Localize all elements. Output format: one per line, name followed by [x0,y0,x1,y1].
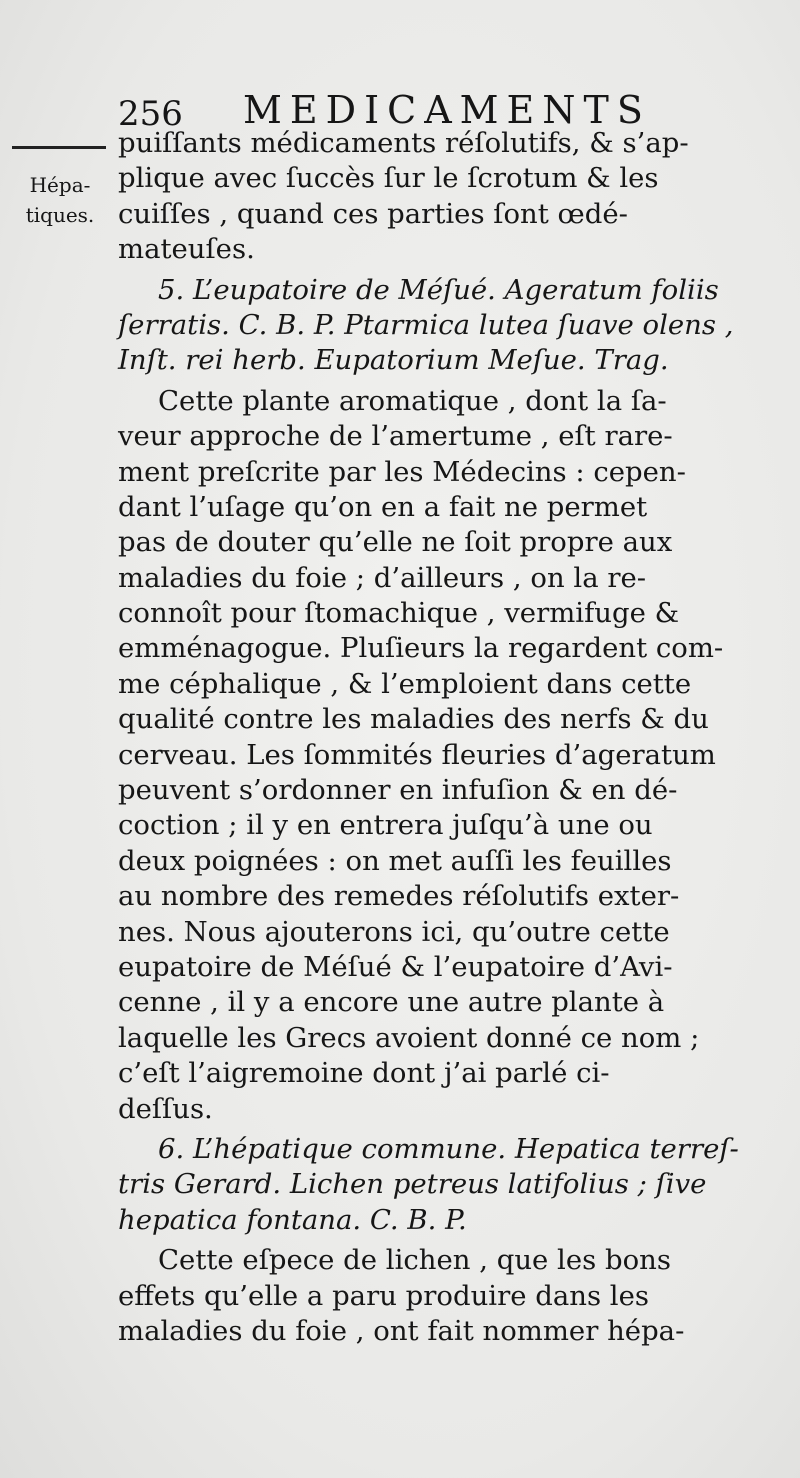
text-line: connoît pour ſtomachique , vermifuge & [118,597,680,630]
text-line: qualité contre les maladies des nerfs & du [118,703,709,736]
text-line: c’eſt l’aigremoine dont j’ai parlé ci- [118,1057,610,1090]
text-line: maladies du foie , ont fait nommer hépa- [118,1314,685,1347]
text-line: veur approche de l’amertume , eſt rare- [118,420,673,453]
text-line: puiſſants médicaments réſolutifs, & s’ap- [118,127,689,159]
text-line: 6. L’hépatique commune. Hepatica terreſ- [158,1132,739,1165]
text-line: peuvent s’ordonner en infuſion & en dé- [118,774,678,807]
text-line: ſerratis. C. B. P. Ptarmica lutea ſuave olens , [118,308,734,341]
text-line: eupatoire de Méſué & l’eupatoire d’Avi- [118,950,673,983]
margin-note-line: Hépa- [29,173,91,197]
text-line: plique avec ſuccès ſur le ſcrotum & les [118,162,659,195]
text-line: nes. Nous ajouterons ici, qu’outre cette [118,915,670,948]
text-line: 5. L’eupatoire de Méſué. Ageratum foliis [158,273,719,306]
margin-note [8,170,112,230]
text-line: emménagogue. Pluſieurs la regardent com- [118,632,724,665]
text-line: tris Gerard. Lichen petreus latifolius ; ſive [118,1168,707,1201]
text-line: laquelle les Grecs avoient donné ce nom ; [118,1021,700,1054]
text-line: pas de douter qu’elle ne ſoit propre aux [118,526,673,559]
margin-note-line: tiques. [25,203,95,227]
text-line: ment preſcrite par les Médecins : cepen- [118,455,686,488]
text-line: Inſt. rei herb. Eupatorium Meſue. Trag. [118,344,669,377]
text-line: cuiſſes , quand ces parties ſont œdé- [118,197,628,230]
text-line: Cette eſpece de lichen , que les bons [158,1244,671,1277]
text-line: au nombre des remedes réſolutifs exter- [118,880,680,913]
page-number: 256 [118,94,183,134]
text-line: coction ; il y en entrera juſqu’à une ou [118,809,653,842]
running-head: MEDICAMENTS [243,88,651,132]
text-line: deux poignées : on met auſſi les feuilles [118,844,672,877]
text-line: mateuſes. [118,233,255,266]
text-line: Cette plante aromatique , dont la ſa- [158,384,667,417]
text-line: cenne , il y a encore une autre plante à [118,986,665,1019]
text-line: effets qu’elle a paru produire dans les [118,1279,649,1312]
text-line: hepatica fontana. C. B. P. [118,1203,467,1236]
text-line: deſſus. [118,1092,213,1125]
text-line: maladies du foie ; d’ailleurs , on la re- [118,561,647,594]
margin-rule [12,146,106,149]
text-line: dant l’uſage qu’on en a fait ne permet [118,490,648,523]
body-text [118,126,758,1349]
text-line: me céphalique , & l’emploient dans cette [118,667,692,700]
text-line: cerveau. Les ſommités fleuries d’ageratum [118,738,716,771]
